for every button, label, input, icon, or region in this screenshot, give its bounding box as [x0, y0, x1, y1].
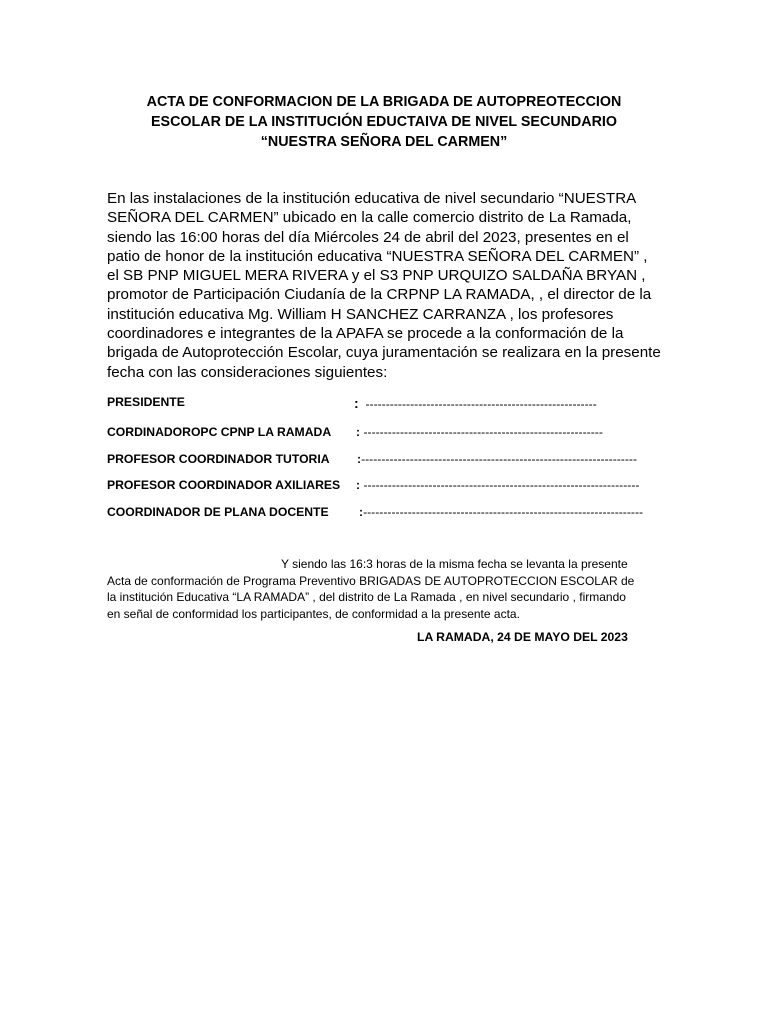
title-line-3: “NUESTRA SEÑORA DEL CARMEN” [260, 134, 508, 150]
intro-line: el SB PNP MIGUEL MERA RIVERA y el S3 PNP URQUIZO SALDAÑA BRYAN , [107, 267, 646, 285]
role-row-tutoria [107, 452, 638, 466]
role-dashes: --------------------------------------------------------- [365, 397, 597, 411]
role-signature-line [357, 452, 637, 466]
role-row-presidente [107, 395, 597, 411]
intro-paragraph [107, 189, 667, 382]
intro-line: institución educativa Mg. William H SANCHEZ CARRANZA , los profesores [107, 305, 614, 323]
role-dashes: -------------------------------------------------------------------- [363, 478, 640, 492]
place-and-date: LA RAMADA, 24 DE MAYO DEL 2023 [417, 630, 628, 644]
title-line-2: ESCOLAR DE LA INSTITUCIÓN EDUCTAIVA DE NIVEL SECUNDARIO [151, 114, 617, 130]
intro-line: fecha con las consideraciones siguientes: [107, 363, 388, 381]
closing-line: Acta de conformación de Programa Preventivo BRIGADAS DE AUTOPROTECCION ESCOLAR de [107, 573, 635, 588]
document-title [100, 92, 668, 152]
intro-line: promotor de Participación Ciudanía de la CRPNP LA RAMADA, , el director de la [107, 286, 652, 304]
role-colon: : [356, 478, 361, 492]
role-label: PROFESOR COORDINADOR AXILIARES [107, 478, 341, 492]
intro-line: SEÑORA DEL CARMEN” ubicado en la calle comercio distrito de La Ramada, [107, 209, 632, 227]
closing-paragraph [107, 556, 667, 622]
closing-line: Y siendo las 16:3 horas de la misma fecha se levanta la presente [281, 557, 628, 571]
role-signature-line [356, 478, 639, 492]
role-label: COORDINADOR DE PLANA DOCENTE [107, 505, 329, 519]
closing-line: la institución Educativa “LA RAMADA” , del distrito de La Ramada , en nivel secundario , firmando [107, 590, 626, 605]
intro-line: patio de honor de la institución educativa “NUESTRA SEÑORA DEL CARMEN” , [107, 247, 648, 265]
role-dashes: ----------------------------------------------------------- [363, 425, 603, 439]
role-colon: : [356, 425, 361, 439]
intro-line: coordinadores e integrantes de la APAFA se procede a la conformación de la [107, 325, 624, 343]
closing-line: en señal de conformidad los participantes, de conformidad a la presente acta. [107, 606, 520, 621]
role-label: PROFESOR COORDINADOR TUTORIA [107, 452, 330, 466]
role-signature-line [356, 425, 603, 439]
intro-line: En las instalaciones de la institución educativa de nivel secundario “NUESTRA [107, 190, 637, 207]
role-label: CORDINADOROPC CPNP LA RAMADA [107, 425, 332, 439]
title-line-1: ACTA DE CONFORMACION DE LA BRIGADA DE AUTOPREOTECCION [146, 94, 622, 110]
role-dashes: -------------------------------------------------------------------- [361, 452, 638, 466]
role-signature-line [359, 505, 643, 519]
role-dashes: --------------------------------------------------------------------- [363, 505, 644, 519]
role-colon: : [354, 395, 359, 411]
role-row-auxiliares [107, 478, 640, 492]
role-colon: : [359, 505, 364, 519]
role-label: PRESIDENTE [107, 395, 185, 409]
intro-line: brigada de Autoprotección Escolar, cuya juramentación se realizara en la presente [107, 344, 661, 362]
role-signature-line [354, 395, 597, 411]
role-row-coordinador-opc [107, 425, 603, 439]
intro-line: siendo las 16:00 horas del día Miércoles 24 de abril del 2023, presentes en el [107, 228, 629, 246]
role-row-plana-docente [107, 505, 644, 519]
role-colon: : [357, 452, 362, 466]
